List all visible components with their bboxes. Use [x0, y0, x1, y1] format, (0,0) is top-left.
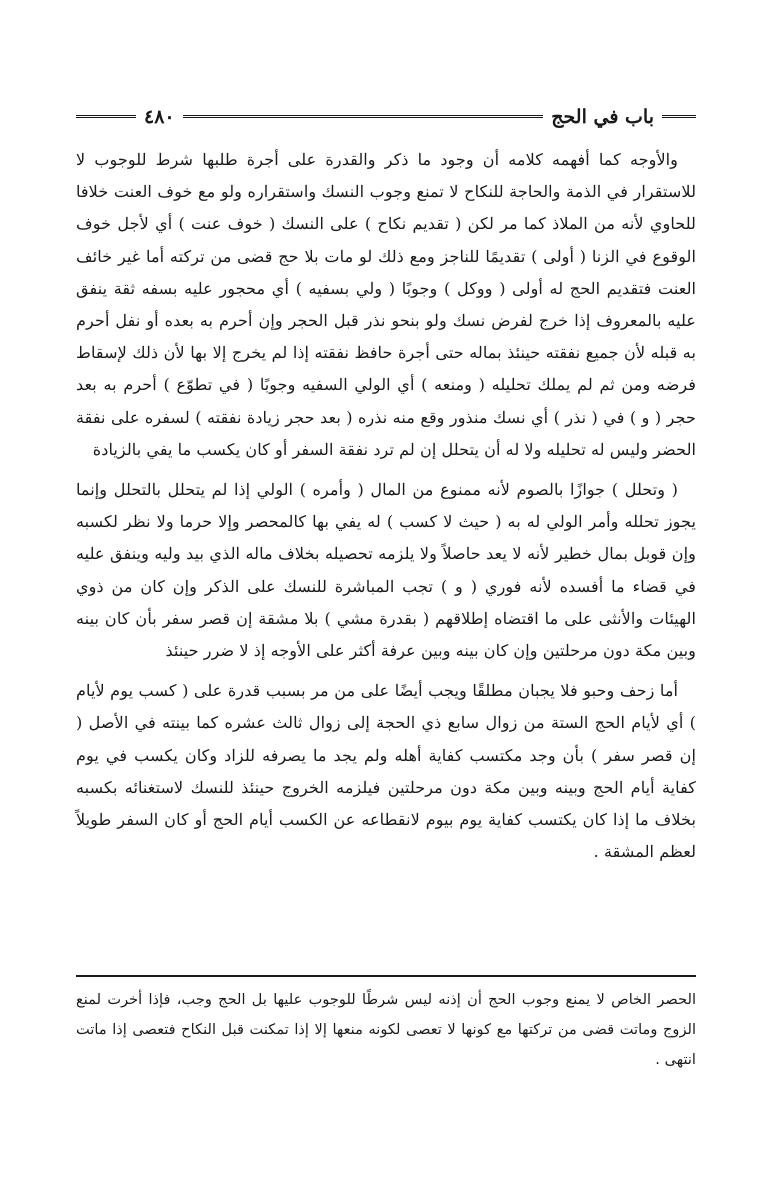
page-number: ٤٨٠	[144, 106, 175, 128]
paragraph: أما زحف وحبو فلا يجبان مطلقًا ويجب أيضًا على من مر بسبب قدرة على ( كسب يوم لأيام ) أي لأيام الحج الستة من زوال سابع ذي الحجة إلى زوال ثالث عشره كما بينته في الأصل ( إن قصر سفر ) بأن وجد مكتسب كفاية أهله ولم يجد ما يصرفه للزاد وكان يكسب في يوم كفاية أيام الحج وبينه وبين مكة دون مرحلتين فيلزمه الخروج حينئذ للنسك لاستغنائه بكسبه بخلاف ما إذا كان يكتسب كفاية يوم بيوم لانقطاعه عن الكسب أيام الحج أو كان السفر طويلاً لعظم المشقة .	[76, 681, 696, 862]
footnote: الحصر الخاص لا يمنع وجوب الحج أن إذنه ليس شرطًا للوجوب عليها بل الحج وجب، فإذا أخرت لمنع الزوج وماتت قضى من تركتها مع كونها لا تعصى لكونه منعها إلا إذا تمكنت قبل النكاح فتعصى إذا ماتت انتهى .	[76, 991, 696, 1068]
main-text	[76, 144, 696, 868]
running-header	[76, 100, 696, 134]
header-rule-left	[76, 115, 136, 120]
paragraph: ( وتحلل ) جوازًا بالصوم لأنه ممنوع من المال ( وأمره ) الولي إذا لم يتحلل بالتحلل وإنما يجوز تحلله وأمر الولي له به ( حيث لا كسب ) له يفي بها كالمحصر وإلا حرما ولا نظر لكسبه وإن قوبل بمال خطير لأنه لا يعد حاصلاً ولا يلزمه تحصيله بخلاف ماله الذي بيد وليه وينفق عليه في قضاء ما أفسده لأنه فوري ( و ) تجب المباشرة للنسك على الذكر وإن كان من ذوي الهيئات والأنثى على ما اقتضاه إطلاقهم ( بقدرة مشي ) بلا مشقة إن قصر سفر بأن كان بينه وبين مكة دون مرحلتين وإن كان بينه وبين عرفة أكثر على الأوجه إذ لا ضرر حينئذ	[76, 480, 696, 661]
paragraph: والأوجه كما أفهمه كلامه أن وجود ما ذكر والقدرة على أجرة طلبها شرط للوجوب لا للاستقرار في الذمة والحاجة للنكاح لا تمنع وجوب النسك واستقراره ولو مع خوف العنت خلافا للحاوي لأنه من الملاذ كما مر لكن ( تقديم نكاح ) على النسك ( خوف عنت ) أي لأجل خوف الوقوع في الزنا ( أولى ) تقديمًا للناجز ومع ذلك لو مات بلا حج قضى من تركته أما غير خائف العنت فتقديم الحج له أولى ( ووكل ) وجوبًا ( ولي بسفيه ) أي محجور عليه بسفه ثقة ينفق عليه بالمعروف إذا خرج لفرض نسك ولو بنحو نذر قبل الحجر وإن أحرم به بعده أو نفل أحرم به قبله لأن جميع نفقته حينئذ بماله حتى أجرة حافظ نفقته إذا لم يخرج إلا بها لأن ذلك لإسقاط فرضه ومن ثم لم يملك تحليله ( ومنعه ) أي الولي السفيه وجوبًا ( في تطوّع ) أحرم به بعد حجر ( و ) في ( نذر ) أي نسك منذور وقع منه نذره ( بعد حجر زيادة نفقته ) لسفره على نفقة الحضر وليس له تحليله ولا له أن يتحلل إن لم ترد نفقة السفر أو كان يكسب ما يفي بالزيادة	[76, 150, 696, 459]
header-rule-right	[662, 115, 696, 120]
chapter-title: باب في الحج	[551, 106, 654, 128]
page	[76, 100, 696, 876]
footnote-divider	[76, 975, 696, 977]
header-rule-middle	[183, 115, 544, 120]
